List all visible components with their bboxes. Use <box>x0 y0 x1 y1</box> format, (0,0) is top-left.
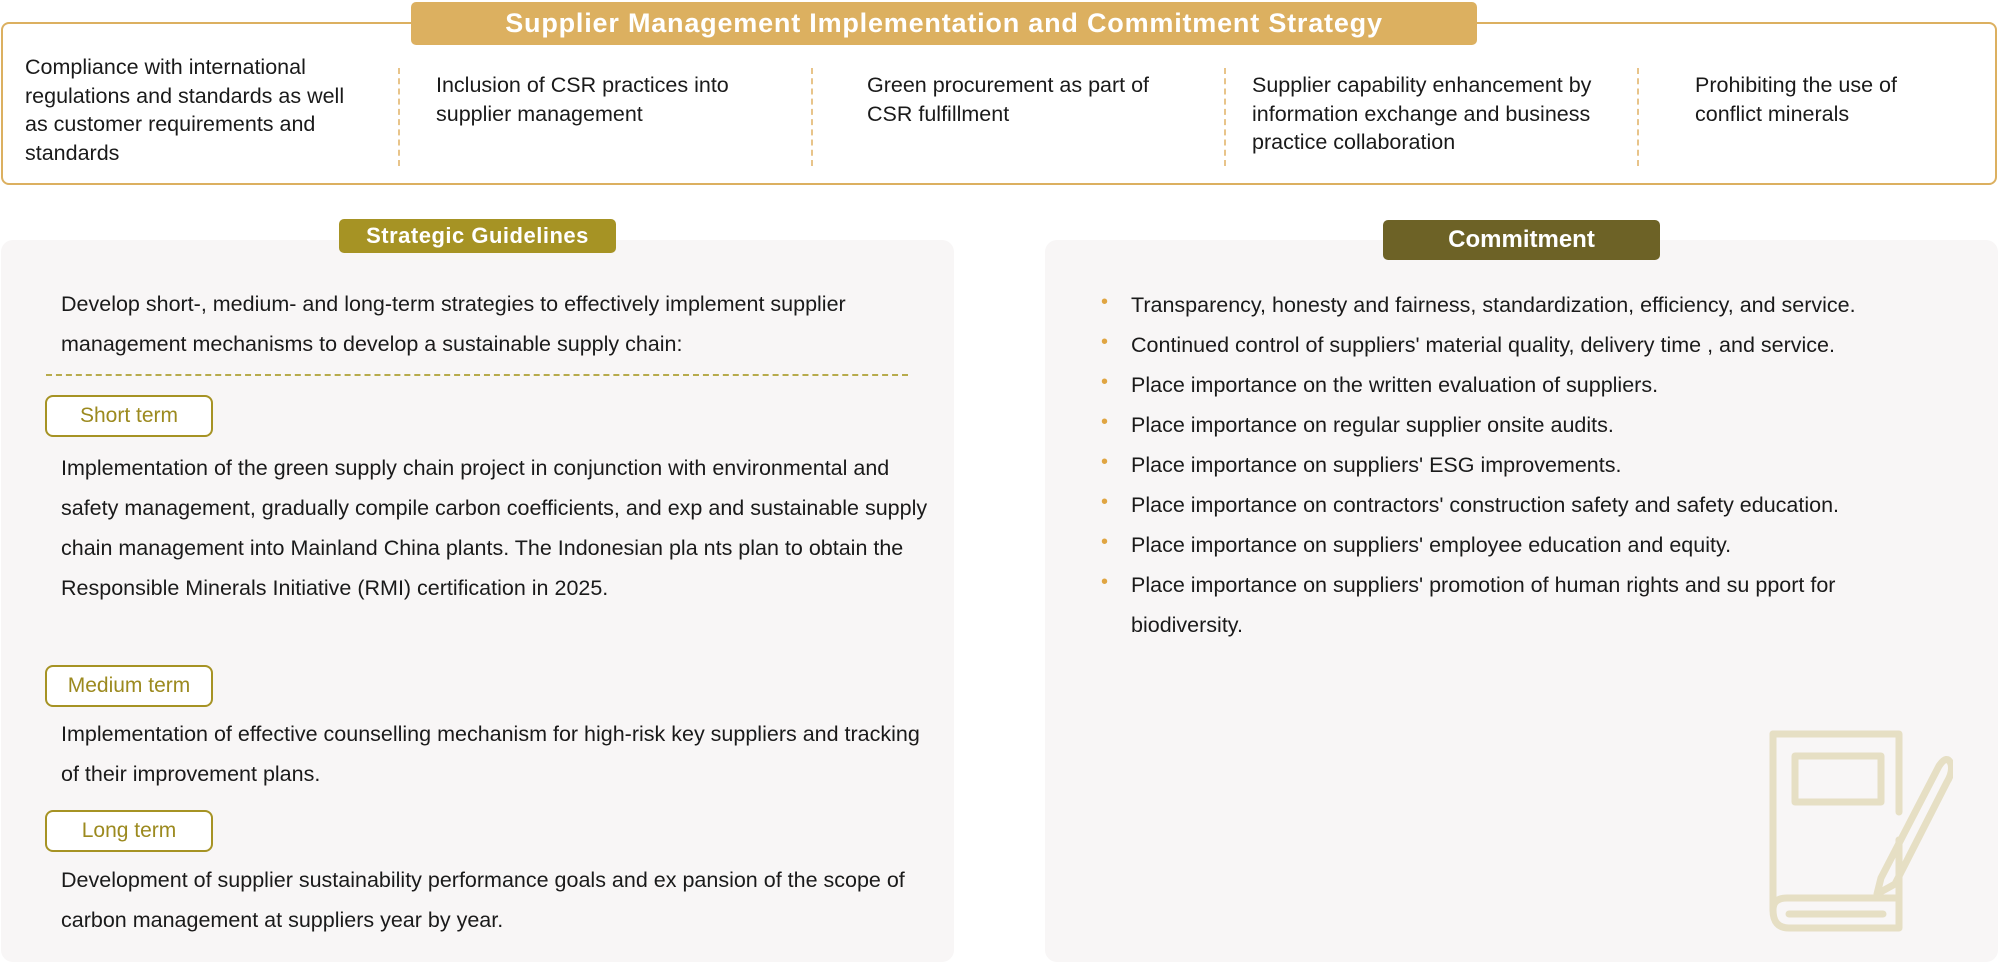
commitment-item-text: Transparency, honesty and fairness, standardization, efficiency, and service. <box>1131 293 1856 317</box>
list-item <box>1101 285 1951 325</box>
list-item <box>1101 445 1951 485</box>
commitment-list <box>1101 285 1951 645</box>
list-item <box>1101 485 1951 525</box>
strategy-item-capability: Supplier capability enhancement by information exchange and business practice collaboration <box>1252 73 1592 154</box>
divider <box>1224 68 1226 166</box>
bullet-icon: • <box>1101 291 1109 313</box>
commitment-item-text: Continued control of suppliers' material quality, delivery time , and service. <box>1131 333 1835 357</box>
list-item <box>1101 325 1951 365</box>
list-item <box>1101 365 1951 405</box>
divider <box>398 68 400 166</box>
commitment-title: Commitment <box>1383 220 1660 260</box>
guidelines-intro: Develop short-, medium- and long-term strategies to effectively implement supplier management mechanisms to develop a sustainable supply chain: <box>61 292 846 356</box>
divider <box>1637 68 1639 166</box>
long-term-label: Long term <box>45 810 213 852</box>
strategy-item-compliance: Compliance with international regulations and standards as well as customer requirements and standards <box>25 55 345 165</box>
commitment-item-text: Place importance on regular supplier onsite audits. <box>1131 413 1614 437</box>
strategy-item-conflict-minerals: Prohibiting the use of conflict minerals <box>1695 73 1897 126</box>
list-item <box>1101 525 1951 565</box>
commitment-item-text: Place importance on suppliers' employee education and equity. <box>1131 533 1732 557</box>
strategy-item-green-procurement: Green procurement as part of CSR fulfillment <box>867 73 1150 126</box>
list-item <box>1101 565 1951 645</box>
book-pencil-icon <box>1763 728 1953 938</box>
commitment-item-text: Place importance on the written evaluation of suppliers. <box>1131 373 1659 397</box>
divider <box>46 374 908 376</box>
bullet-icon: • <box>1101 491 1109 513</box>
bullet-icon: • <box>1101 531 1109 553</box>
short-term-label: Short term <box>45 395 213 437</box>
strategy-item-csr: Inclusion of CSR practices into supplier management <box>436 73 729 126</box>
commitment-item-text: Place importance on contractors' construction safety and safety education. <box>1131 493 1840 517</box>
bullet-icon: • <box>1101 451 1109 473</box>
long-term-text: Development of supplier sustainability performance goals and ex pansion of the scope of carbon management at suppliers year by year. <box>61 868 905 932</box>
bullet-icon: • <box>1101 331 1109 353</box>
commitment-item-text: Place importance on suppliers' ESG improvements. <box>1131 453 1622 477</box>
commitment-item-text: Place importance on suppliers' promotion of human rights and su pport for biodiversity. <box>1131 573 1836 637</box>
divider <box>811 68 813 166</box>
strategic-guidelines-title: Strategic Guidelines <box>339 219 616 253</box>
medium-term-label: Medium term <box>45 665 213 707</box>
medium-term-text: Implementation of effective counselling mechanism for high-risk key suppliers and tracking of their improvement plans. <box>61 722 920 786</box>
bullet-icon: • <box>1101 371 1109 393</box>
list-item <box>1101 405 1951 445</box>
page-title: Supplier Management Implementation and Commitment Strategy <box>411 2 1477 45</box>
bullet-icon: • <box>1101 571 1109 593</box>
short-term-text: Implementation of the green supply chain project in conjunction with environmental and safety management, gradually compile carbon coefficients, and exp and sustainable supply chain management into Mainland China plants. The Indonesian pla nts plan to obtain the Responsible Minerals Initiative (RMI) certification in 2025. <box>61 456 928 600</box>
bullet-icon: • <box>1101 411 1109 433</box>
